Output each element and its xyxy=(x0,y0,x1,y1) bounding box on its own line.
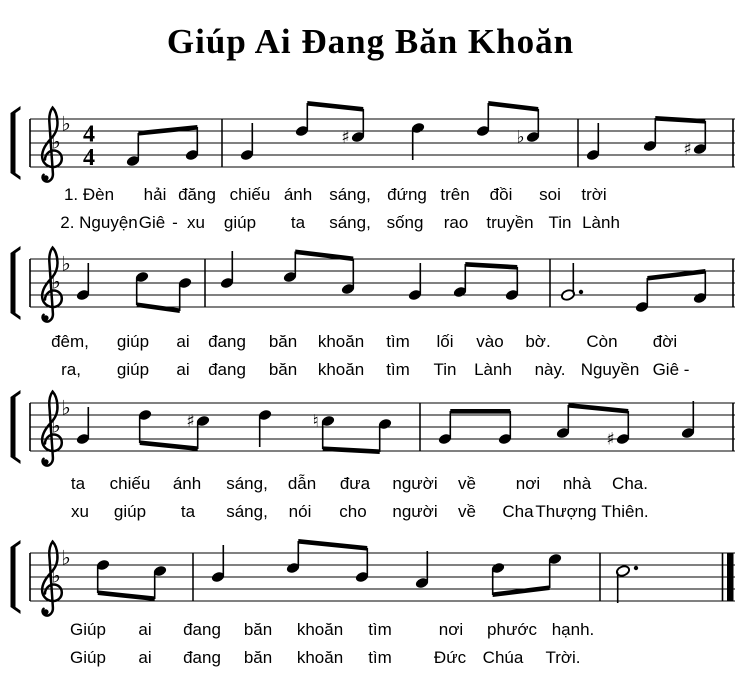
final-barline-thick xyxy=(727,553,734,601)
beam xyxy=(138,125,197,136)
note-head xyxy=(616,433,631,446)
lyric-syllable: Cha. xyxy=(612,474,648,493)
lyric-syllable: Còn xyxy=(586,332,618,351)
bracket-tip xyxy=(11,106,21,113)
lyric-syllable: nhà xyxy=(562,474,592,493)
lyric-syllable: ta xyxy=(180,502,196,521)
lyric-syllable: ai xyxy=(176,332,190,351)
lyric-syllable: này. xyxy=(534,360,566,379)
note-head xyxy=(178,277,193,290)
note-head xyxy=(135,271,150,284)
flat-icon: ♭ xyxy=(516,127,525,148)
beam xyxy=(568,403,628,414)
lyric-syllable: truyền xyxy=(486,213,534,232)
lyric-syllable: giúp xyxy=(223,213,257,232)
lyric-syllable: - xyxy=(172,213,178,232)
lyric-syllable: ánh xyxy=(172,474,202,493)
beam xyxy=(450,409,510,414)
flat-icon: ♭ xyxy=(61,395,71,420)
note-head xyxy=(415,577,430,590)
lyric-syllable: rao xyxy=(443,213,469,232)
lyric-syllable: xu xyxy=(187,213,205,232)
treble-clef-icon xyxy=(42,108,62,182)
lyric-syllable: trên xyxy=(440,185,470,204)
note-head xyxy=(341,283,356,296)
lyric-syllable: sáng, xyxy=(329,213,371,232)
lyric-syllable: băn xyxy=(243,620,273,639)
lyric-syllable: ta xyxy=(290,213,306,232)
note-head xyxy=(185,149,200,162)
note-head xyxy=(681,427,696,440)
lyric-syllable: Lành xyxy=(582,213,620,232)
lyric-syllable: Tin xyxy=(433,360,457,379)
lyric-syllable: đăng xyxy=(178,185,216,204)
note-head xyxy=(438,433,453,446)
note-head xyxy=(635,301,650,314)
natural-icon: ♮ xyxy=(312,411,319,432)
lyric-syllable: ra, xyxy=(61,360,81,379)
beam xyxy=(137,302,180,313)
lyric-syllable: về xyxy=(458,474,476,493)
note-head xyxy=(220,277,235,290)
note-head xyxy=(693,143,708,156)
lyric-syllable: ai xyxy=(138,648,152,667)
system-3-notation xyxy=(0,375,741,471)
lyric-syllable: Lành xyxy=(474,360,512,379)
lyric-syllable: Tin xyxy=(548,213,572,232)
flat-icon: ♭ xyxy=(51,129,61,154)
lyric-syllable: khoăn xyxy=(296,648,344,667)
lyric-syllable: khoăn xyxy=(317,332,365,351)
system-bracket xyxy=(11,547,16,607)
system-4-notation xyxy=(0,525,741,621)
lyric-syllable: sống xyxy=(386,213,424,232)
lyric-syllable: ai xyxy=(176,360,190,379)
note-head xyxy=(526,131,541,144)
flat-icon: ♭ xyxy=(61,545,71,570)
sharp-icon: ♯ xyxy=(341,127,350,148)
system-1-notation xyxy=(0,91,741,187)
lyric-syllable: ai xyxy=(138,620,152,639)
lyric-syllable: Giúp xyxy=(70,648,106,667)
note-head xyxy=(498,433,513,446)
bracket-tip xyxy=(11,540,21,547)
lyric-syllable: phước xyxy=(487,620,537,639)
lyric-syllable: băn xyxy=(268,332,298,351)
note-head xyxy=(96,559,111,572)
augmentation-dot xyxy=(634,566,638,570)
lyric-syllable: sáng, xyxy=(226,502,268,521)
beam xyxy=(488,101,538,112)
lyric-syllable: Thượng xyxy=(535,502,597,521)
lyric-syllable: đêm, xyxy=(51,332,89,351)
note-head xyxy=(411,122,426,135)
treble-clef-icon xyxy=(42,248,62,322)
lyric-syllable: người xyxy=(392,502,438,521)
note-head xyxy=(616,565,631,578)
system-bracket xyxy=(11,113,16,173)
flat-icon: ♭ xyxy=(51,269,61,294)
lyric-syllable: băn xyxy=(268,360,298,379)
song-title: Giúp Ai Đang Băn Khoăn xyxy=(166,22,575,61)
note-head xyxy=(76,289,91,302)
lyric-syllable: xu xyxy=(71,502,89,521)
note-head xyxy=(453,286,468,299)
lyric-syllable: Giúp xyxy=(70,620,106,639)
lyric-syllable: sáng, xyxy=(226,474,268,493)
note-head xyxy=(548,553,563,566)
lyric-syllable: ta xyxy=(70,474,86,493)
lyric-syllable: đang xyxy=(208,360,246,379)
note-head xyxy=(505,289,520,302)
note-head xyxy=(211,571,226,584)
lyric-syllable: tìm xyxy=(386,332,410,351)
beam xyxy=(307,101,363,112)
beam xyxy=(295,250,353,262)
lyric-syllable: hạnh. xyxy=(551,620,595,639)
system-2-notation xyxy=(0,231,741,327)
note-head xyxy=(355,571,370,584)
lyric-syllable: vào xyxy=(476,332,504,351)
bracket-tip xyxy=(11,607,21,614)
beam xyxy=(647,269,705,281)
time-signature-top: 4 xyxy=(83,121,95,148)
note-head xyxy=(491,562,506,575)
note-head xyxy=(556,427,571,440)
flat-icon: ♭ xyxy=(51,563,61,588)
note-head xyxy=(126,155,141,168)
beam xyxy=(98,590,155,601)
note-head xyxy=(693,292,708,305)
note-head xyxy=(295,125,310,138)
note-head xyxy=(643,140,658,153)
lyric-syllable: đang xyxy=(183,648,221,667)
lyric-syllable: nói xyxy=(288,502,312,521)
lyric-syllable: về xyxy=(458,502,476,521)
note-head xyxy=(76,433,91,446)
sharp-icon: ♯ xyxy=(186,411,195,432)
lyric-syllable: 1. Đèn xyxy=(63,185,115,204)
lyric-syllable: hải xyxy=(143,185,167,204)
lyric-syllable: người xyxy=(392,474,438,493)
beam xyxy=(655,116,705,124)
note-head xyxy=(378,418,393,431)
treble-clef-icon xyxy=(42,542,62,616)
note-head xyxy=(258,409,273,422)
lyric-syllable: đứng xyxy=(387,185,427,204)
lyric-syllable: đời xyxy=(652,332,678,351)
lyric-syllable: Thiên. xyxy=(601,502,649,521)
lyric-syllable: Nguyền xyxy=(580,360,640,379)
lyric-syllable: trời xyxy=(581,185,607,204)
lyric-syllable: khoăn xyxy=(317,360,365,379)
lyric-syllable: dẫn xyxy=(287,474,317,493)
lyric-syllable: Chúa xyxy=(482,648,524,667)
bracket-tip xyxy=(11,313,21,320)
lyric-syllable: đồi xyxy=(489,185,513,204)
lyric-syllable: đang xyxy=(208,332,246,351)
note-head xyxy=(138,409,153,422)
lyric-syllable: nơi xyxy=(438,620,464,639)
lyric-syllable: giúp xyxy=(113,502,147,521)
note-head xyxy=(586,149,601,162)
note-head xyxy=(476,125,491,138)
system-bracket xyxy=(11,253,16,313)
bracket-tip xyxy=(11,457,21,464)
lyric-syllable: chiếu xyxy=(109,474,151,493)
note-head xyxy=(408,289,423,302)
lyric-syllable: lối xyxy=(436,332,454,351)
lyric-syllable: tìm xyxy=(386,360,410,379)
flat-icon: ♭ xyxy=(61,111,71,136)
lyric-syllable: đang xyxy=(183,620,221,639)
bracket-tip xyxy=(11,173,21,180)
lyric-syllable: ánh xyxy=(283,185,313,204)
beam xyxy=(465,262,517,270)
note-head xyxy=(561,289,576,302)
time-signature-bottom: 4 xyxy=(83,145,95,171)
beam xyxy=(323,446,380,454)
flat-icon: ♭ xyxy=(61,251,71,276)
lyric-syllable: bờ. xyxy=(525,332,551,351)
sharp-icon: ♯ xyxy=(683,139,692,160)
lyric-syllable: chiếu xyxy=(229,185,271,204)
beam xyxy=(298,539,367,551)
beam xyxy=(140,440,198,451)
lyric-syllable: 2. Nguyện xyxy=(60,213,138,232)
lyric-syllable: giúp xyxy=(116,360,150,379)
note-head xyxy=(240,149,255,162)
flat-icon: ♭ xyxy=(51,413,61,438)
sharp-icon: ♯ xyxy=(606,429,615,450)
lyric-syllable: Giê - xyxy=(652,360,690,379)
lyric-syllable: tìm xyxy=(368,620,392,639)
note-head xyxy=(153,565,168,578)
note-head xyxy=(283,271,298,284)
system-bracket xyxy=(11,397,16,457)
beam xyxy=(493,585,550,597)
lyric-syllable: sáng, xyxy=(329,185,371,204)
lyric-syllable: giúp xyxy=(116,332,150,351)
lyric-syllable: soi xyxy=(539,185,561,204)
bracket-tip xyxy=(11,246,21,253)
lyric-syllable: khoăn xyxy=(296,620,344,639)
note-head xyxy=(321,415,336,428)
lyric-syllable: nơi xyxy=(515,474,541,493)
lyric-syllable: Đức xyxy=(433,648,467,667)
treble-clef-icon xyxy=(42,392,62,466)
augmentation-dot xyxy=(579,290,583,294)
lyric-syllable: Giê xyxy=(138,213,166,232)
bracket-tip xyxy=(11,390,21,397)
note-head xyxy=(286,562,301,575)
lyric-syllable: Trời. xyxy=(545,648,581,667)
note-head xyxy=(351,131,366,144)
lyric-syllable: Cha xyxy=(502,502,534,521)
lyric-syllable: băn xyxy=(243,648,273,667)
lyric-syllable: đưa xyxy=(339,474,371,493)
note-head xyxy=(196,415,211,428)
lyric-syllable: tìm xyxy=(368,648,392,667)
lyric-syllable: cho xyxy=(339,502,367,521)
